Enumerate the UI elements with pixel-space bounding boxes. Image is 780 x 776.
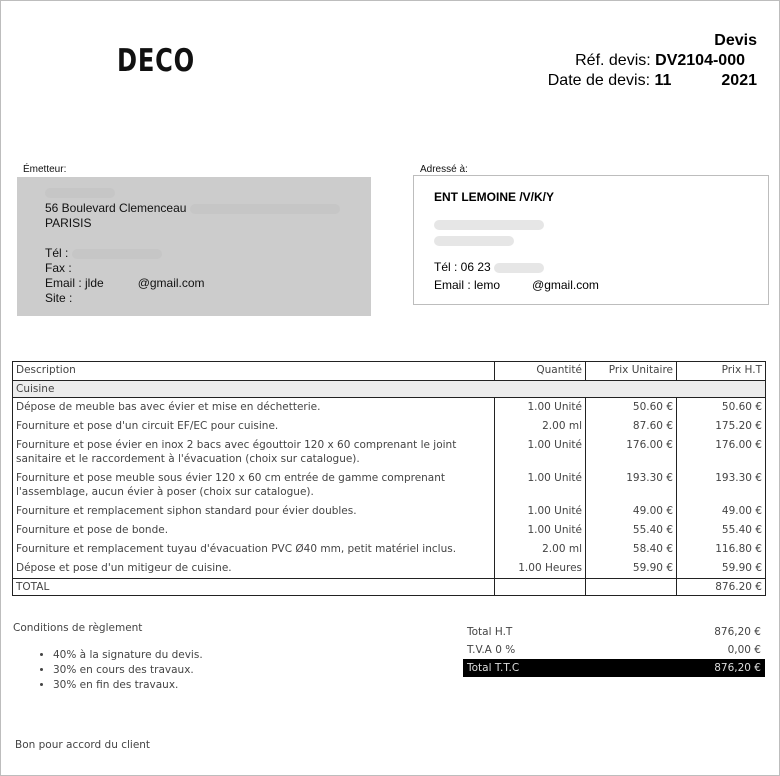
row-quantity: 1.00 Heures — [495, 559, 586, 579]
emitter-box — [17, 177, 371, 316]
condition-item: • 30% en cours des travaux. — [53, 663, 203, 678]
total-ttc-row — [463, 659, 765, 677]
conditions-title: Conditions de règlement — [13, 622, 143, 634]
row-quantity: 1.00 Unité — [495, 521, 586, 540]
row-total-price: 175.20 € — [715, 420, 762, 432]
emitter-address — [45, 201, 340, 231]
total-ttc-label: Total T.T.C — [467, 662, 520, 674]
table-total-row — [13, 579, 766, 596]
row-quantity: 2.00 ml — [495, 540, 586, 559]
row-unit-price: 50.60 € — [586, 398, 677, 418]
ref-value: DV2104-000 — [655, 52, 745, 69]
total-label: TOTAL — [13, 579, 495, 596]
client-contacts — [434, 258, 599, 294]
client-box — [413, 175, 769, 305]
row-total-price: 55.40 € — [721, 524, 762, 536]
row-description: Fourniture et pose meuble sous évier 120 x 60 cm entrée de gamme comprenant l'assemblage, aucun évier à poser (choix sur catalogue). — [13, 469, 495, 502]
condition-item: • 30% en fin des travaux. — [53, 678, 203, 693]
quote-date — [548, 71, 757, 91]
col-header-quantity: Quantité — [495, 362, 586, 381]
email-prefix: Email : jlde — [45, 276, 104, 290]
table-row — [13, 502, 766, 521]
row-quantity: 1.00 Unité — [495, 436, 586, 469]
fax-label: Fax : — [45, 261, 72, 275]
row-description: Fourniture et pose de bonde. — [13, 521, 495, 540]
tel-label: Tél : — [45, 246, 69, 260]
client-name: ENT LEMOINE /V/K/Y — [434, 190, 555, 204]
redacted-block — [434, 220, 544, 230]
row-total-price: 176.00 € — [715, 439, 762, 451]
table-row — [13, 540, 766, 559]
row-description: Fourniture et pose évier en inox 2 bacs avec égouttoir 120 x 60 comprenant le joint sanitaire et le raccordement à l'évacuation (choix sur catalogue). — [13, 436, 495, 469]
section-row — [13, 381, 766, 398]
address-line2: PARISIS — [45, 216, 92, 230]
table-header-row — [13, 362, 766, 381]
row-unit-price: 176.00 € — [586, 436, 677, 469]
table-row — [13, 521, 766, 540]
table-row — [13, 469, 766, 502]
date-day: 11 — [654, 72, 672, 89]
condition-item: • 40% à la signature du devis. — [53, 648, 203, 663]
row-quantity: 2.00 ml — [495, 417, 586, 436]
row-description: Fourniture et pose d'un circuit EF/EC pour cuisine. — [13, 417, 495, 436]
client-approval-label: Bon pour accord du client — [15, 739, 151, 751]
table-row — [13, 436, 766, 469]
redacted-block — [434, 236, 514, 246]
client-tel: Tél : 06 23 — [434, 260, 491, 274]
total-ht-label: Total H.T — [467, 626, 513, 638]
row-total-price: 50.60 € — [721, 401, 762, 413]
conditions-list — [13, 648, 203, 693]
row-unit-price: 87.60 € — [586, 417, 677, 436]
client-label: Adressé à: — [420, 164, 468, 175]
doc-title: Devis — [714, 32, 757, 49]
row-unit-price: 59.90 € — [586, 559, 677, 579]
section-label: Cuisine — [13, 381, 766, 398]
col-header-total-price: Prix H.T — [677, 362, 766, 381]
tva-value: 0,00 € — [727, 644, 761, 656]
row-total-price: 116.80 € — [715, 543, 762, 555]
emitter-contacts — [45, 246, 205, 306]
site-label: Site : — [45, 291, 73, 305]
tva-label: T.V.A 0 % — [467, 644, 516, 656]
date-label: Date de devis: — [547, 72, 651, 89]
row-total-price: 193.30 € — [715, 472, 762, 484]
quote-reference — [548, 51, 757, 71]
table-row — [13, 398, 766, 418]
row-description: Fourniture et remplacement tuyau d'évacuation PVC Ø40 mm, petit matériel inclus. — [13, 540, 495, 559]
total-ht-row — [463, 623, 765, 641]
row-total-price: 49.00 € — [721, 505, 762, 517]
total-ht-value: 876,20 € — [714, 626, 761, 638]
table-row — [13, 559, 766, 579]
col-header-unit-price: Prix Unitaire — [586, 362, 677, 381]
row-description: Dépose de meuble bas avec évier et mise en déchetterie. — [13, 398, 495, 418]
redacted-block — [45, 188, 115, 198]
payment-conditions — [13, 622, 203, 693]
date-year: 2021 — [721, 72, 757, 89]
total-ttc-value: 876,20 € — [714, 662, 761, 674]
row-unit-price: 193.30 € — [586, 469, 677, 502]
tva-row — [463, 641, 765, 659]
row-quantity: 1.00 Unité — [495, 398, 586, 418]
total-value: 876.20 € — [677, 579, 766, 596]
row-total-price: 59.90 € — [721, 562, 762, 574]
email-domain: @gmail.com — [137, 276, 205, 290]
row-unit-price: 49.00 € — [586, 502, 677, 521]
row-quantity: 1.00 Unité — [495, 469, 586, 502]
row-unit-price: 55.40 € — [586, 521, 677, 540]
client-email-prefix: Email : lemo — [434, 278, 501, 292]
row-unit-price: 58.40 € — [586, 540, 677, 559]
redacted-block — [190, 204, 340, 214]
totals-summary — [463, 623, 765, 677]
address-line1: 56 Boulevard Clemenceau — [45, 201, 187, 215]
company-logo: DECO — [117, 43, 196, 79]
redacted-block — [494, 263, 544, 273]
client-email-domain: @gmail.com — [532, 278, 599, 292]
quote-items-table — [12, 361, 766, 596]
redacted-block — [72, 249, 162, 259]
ref-label: Réf. devis: — [575, 52, 651, 69]
col-header-description: Description — [13, 362, 495, 381]
emitter-label: Émetteur: — [23, 164, 67, 175]
row-description: Dépose et pose d'un mitigeur de cuisine. — [13, 559, 495, 579]
row-description: Fourniture et remplacement siphon standard pour évier doubles. — [13, 502, 495, 521]
quote-header — [548, 31, 757, 91]
row-quantity: 1.00 Unité — [495, 502, 586, 521]
table-row — [13, 417, 766, 436]
